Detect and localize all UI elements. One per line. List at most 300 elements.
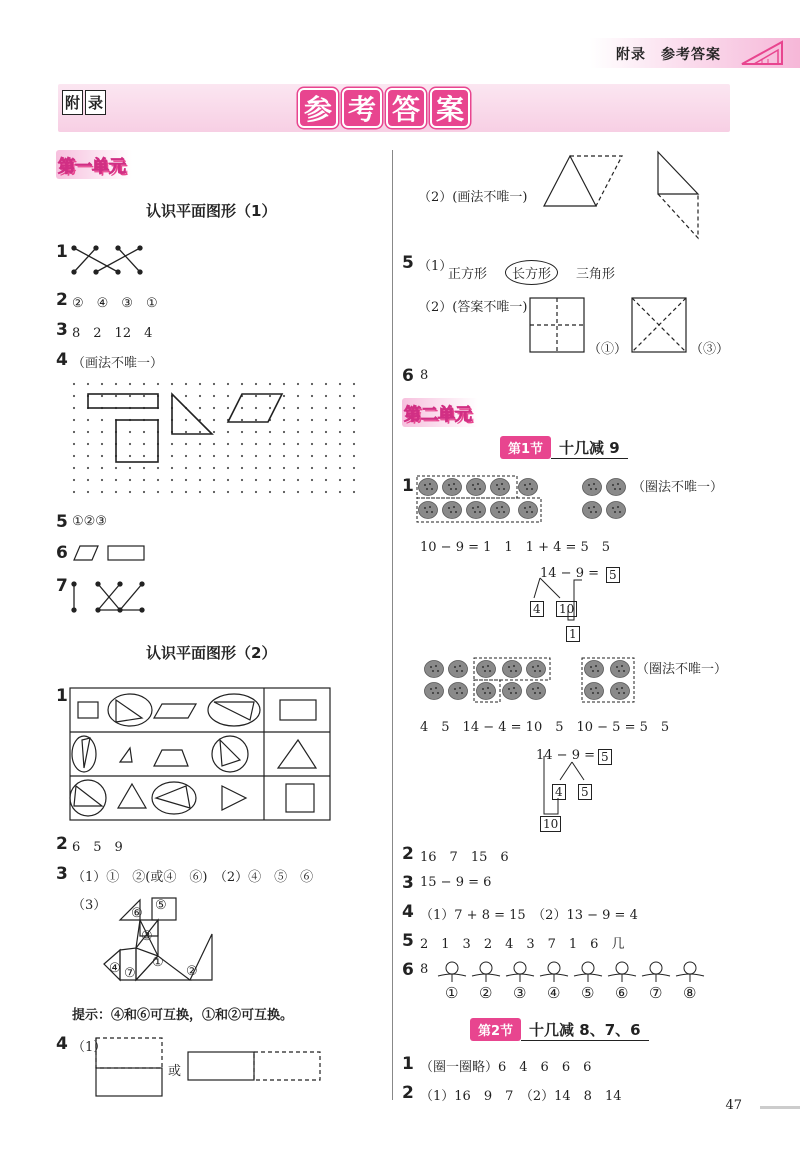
ruler-icon (738, 40, 798, 66)
q-number: 3 (56, 320, 68, 340)
grid-dot (101, 383, 103, 385)
grid-dot (269, 383, 271, 385)
grid-dot (115, 383, 117, 385)
grid-dot (157, 383, 159, 385)
grid-dot (255, 467, 257, 469)
grid-dot (143, 479, 145, 481)
answer-text: 8 (420, 368, 429, 383)
grid-dot (185, 491, 187, 493)
grid-dot (185, 431, 187, 433)
answer-text: 8 2 12 4 (72, 326, 153, 341)
grid-dot (87, 443, 89, 445)
grid-dot (297, 443, 299, 445)
section-name: 十几减 9 (551, 437, 628, 459)
grid-dot (283, 491, 285, 493)
grid-dot (129, 491, 131, 493)
grid-dot (227, 467, 229, 469)
q-number: 3 (56, 864, 68, 884)
grid-dot (199, 383, 201, 385)
grid-dot (101, 419, 103, 421)
grid-dot (283, 443, 285, 445)
answer-text: （圈一圈略）6 4 6 6 6 (420, 1060, 592, 1075)
q-number: 4 (56, 1034, 68, 1054)
q-number: 2 (56, 834, 68, 854)
title-char: 答 (386, 88, 426, 128)
title-char: 考 (342, 88, 382, 128)
q-number: 1 (402, 1054, 414, 1074)
grid-dot (339, 407, 341, 409)
answer-box: 5 (606, 567, 620, 583)
q-number: 4 (56, 350, 68, 370)
grid-dot (129, 395, 131, 397)
cookie-icon (611, 683, 630, 700)
tangram-label: ④ (109, 961, 121, 976)
bead-circle (446, 962, 458, 974)
grid-dot (311, 479, 313, 481)
cookie-icon (467, 502, 486, 519)
answer-box: 4 (530, 601, 544, 617)
hint-text: 提示：④和⑥可互换，①和②可互换。 (72, 1008, 294, 1023)
unit2-heading: 第二单元 (402, 398, 478, 427)
grid-dot (325, 419, 327, 421)
bead-label: ① (445, 984, 459, 1002)
grid-dot (199, 395, 201, 397)
grid-dot (171, 383, 173, 385)
grid-dot (101, 467, 103, 469)
grid-dot (325, 383, 327, 385)
grid-dot (213, 395, 215, 397)
grid-dot (73, 491, 75, 493)
grid-dot (325, 431, 327, 433)
grid-dot (353, 419, 355, 421)
answer-text: 15 − 9 = 6 (420, 875, 492, 890)
grid-dot (227, 395, 229, 397)
grid-dot (199, 479, 201, 481)
grid-dot (353, 479, 355, 481)
grid-dot (129, 383, 131, 385)
grid-dot (115, 491, 117, 493)
cookie-icon (449, 683, 468, 700)
matching-lines-figure (70, 244, 146, 276)
grid-dot (213, 467, 215, 469)
bead-circle (650, 962, 662, 974)
grid-dot (269, 491, 271, 493)
grid-dot (185, 395, 187, 397)
grid-dot (101, 443, 103, 445)
grid-dot (311, 467, 313, 469)
q-number: 6 (402, 366, 414, 386)
grid-dot (101, 395, 103, 397)
appendix-label (62, 90, 106, 115)
grid-dot (339, 443, 341, 445)
bead-circle (548, 962, 560, 974)
grid-dot (87, 479, 89, 481)
cookie-icon (425, 661, 444, 678)
grid-dot (213, 491, 215, 493)
section-2-tag (470, 1018, 649, 1041)
grid-dot (73, 431, 75, 433)
grid-dot (339, 479, 341, 481)
grid-dot (227, 431, 229, 433)
grid-dot (143, 395, 145, 397)
grid-dot (227, 479, 229, 481)
cookie-icon (607, 479, 626, 496)
grid-dot (87, 491, 89, 493)
or-text: 或 (168, 1064, 182, 1079)
grid-dot (353, 383, 355, 385)
cookie-icon (467, 479, 486, 496)
bead-link (540, 974, 568, 982)
grid-dot (255, 383, 257, 385)
tangram-label: ① (152, 955, 164, 970)
answer-text: ①②③ (72, 514, 107, 529)
grid-dot (241, 467, 243, 469)
tangram-label: ② (186, 964, 198, 979)
shapes-parallelogram-rectangle (72, 544, 152, 562)
grid-dot (353, 395, 355, 397)
grid-dot (157, 467, 159, 469)
bead-link (608, 974, 636, 982)
cookie-icon (503, 683, 522, 700)
grid-dot (339, 467, 341, 469)
cookie-icon (443, 479, 462, 496)
grid-dot (199, 455, 201, 457)
grid-dot (199, 407, 201, 409)
grid-dot (311, 395, 313, 397)
grid-dot (325, 479, 327, 481)
cookie-icon (611, 661, 630, 678)
answer-text: 2 1 3 2 4 3 7 1 6 几 (420, 937, 625, 952)
cookie-icon (477, 683, 496, 700)
grid-dot (353, 467, 355, 469)
grid-dot (185, 383, 187, 385)
grid-dot (87, 467, 89, 469)
answer-text: 8 (420, 962, 429, 977)
cookie-icon (419, 479, 438, 496)
cookie-icon (583, 479, 602, 496)
answer-text: （2）(画法不唯一) (418, 190, 528, 205)
grid-dot (255, 479, 257, 481)
grid-dot (87, 431, 89, 433)
grid-dot (297, 407, 299, 409)
grid-dot (255, 443, 257, 445)
grid-dot (339, 455, 341, 457)
cookie-icon (519, 479, 538, 496)
bead-label: ② (479, 984, 493, 1002)
grid-dot (325, 395, 327, 397)
grid-dot (353, 431, 355, 433)
grid-dot (283, 395, 285, 397)
grid-dot (311, 383, 313, 385)
grid-dot (353, 455, 355, 457)
triangle-parallelogram-figure (540, 150, 710, 242)
grid-dot (129, 467, 131, 469)
answer-text: 6 5 9 (72, 840, 123, 855)
grid-dot (143, 443, 145, 445)
section-badge: 第1节 (500, 436, 551, 459)
q-number: 3 (402, 873, 414, 893)
cookie-icon (527, 683, 546, 700)
grid-dot (311, 455, 313, 457)
grid-dot (101, 431, 103, 433)
bead-circle (684, 962, 696, 974)
header-bar (590, 38, 800, 68)
grid-dot (269, 431, 271, 433)
column-divider (392, 150, 393, 1100)
q-number: 1 (56, 686, 68, 706)
tangram-label: ⑦ (124, 966, 136, 981)
grid-dot (269, 455, 271, 457)
tree-expression: 14 − 9 = (536, 748, 595, 763)
grid-dot (353, 407, 355, 409)
q-number: 6 (402, 960, 414, 980)
grid-dot (339, 383, 341, 385)
cookie-grouping-figure-1 (416, 474, 636, 526)
grid-dot (73, 479, 75, 481)
grid-dot (115, 479, 117, 481)
grid-dot (297, 419, 299, 421)
grid-dot (325, 455, 327, 457)
grid-dot (241, 431, 243, 433)
shape-sorting-table (70, 688, 330, 820)
equation-text: 4 5 14 − 4 = 10 5 10 − 5 = 5 5 (420, 720, 670, 735)
grid-dot (185, 419, 187, 421)
grid-dot (311, 407, 313, 409)
grid-dot (255, 455, 257, 457)
q-number: 7 (56, 576, 68, 596)
grid-dot (227, 455, 229, 457)
grid-dot (185, 467, 187, 469)
q-number: 5 (56, 512, 68, 532)
grid-dot (213, 407, 215, 409)
answer-box: 5 (578, 784, 592, 800)
grid-dot (199, 467, 201, 469)
bead-link (574, 974, 602, 982)
grid-dot (199, 491, 201, 493)
tangram-label: ⑥ (131, 906, 143, 921)
note-text: （圈法不唯一） (632, 480, 724, 495)
grid-dot (213, 443, 215, 445)
grid-dot (185, 443, 187, 445)
grid-dot (255, 419, 257, 421)
bead-circle (616, 962, 628, 974)
q-number: 5 (402, 931, 414, 951)
bead-label: ⑧ (683, 984, 697, 1002)
grid-dot (143, 455, 145, 457)
appendix-char: 录 (85, 90, 106, 115)
bead-label: ⑤ (581, 984, 595, 1002)
grid-dot (143, 467, 145, 469)
cookie-grouping-figure-2 (424, 656, 644, 704)
cookie-icon (419, 502, 438, 519)
section-title-1: 认识平面图形（1） (146, 202, 277, 220)
answer-text: （1）7 + 8 = 15 （2）13 − 9 = 4 (420, 908, 638, 923)
grid-dot (339, 431, 341, 433)
grid-dot (269, 443, 271, 445)
answer-text: （1） (418, 259, 453, 274)
grid-dot (171, 443, 173, 445)
grid-dot (73, 467, 75, 469)
answer-box: 10 (540, 816, 561, 832)
bead-link (642, 974, 670, 982)
cookie-icon (585, 683, 604, 700)
grid-dot (73, 383, 75, 385)
grid-dot (353, 491, 355, 493)
grid-dot (269, 467, 271, 469)
grid-dot (185, 479, 187, 481)
grid-dot (241, 479, 243, 481)
grid-dot (143, 431, 145, 433)
tree-expression: 14 − 9 = (540, 566, 599, 581)
grid-dot (283, 407, 285, 409)
grid-dot (115, 467, 117, 469)
answer-text: ② ④ ③ ① (72, 296, 158, 311)
answer-box: 4 (552, 784, 566, 800)
equation-text: 10 − 9 = 1 1 1 + 4 = 5 5 (420, 540, 611, 555)
grid-dot (157, 491, 159, 493)
note-text: （圈法不唯一） (636, 662, 728, 677)
grid-dot (73, 419, 75, 421)
grid-dot (269, 395, 271, 397)
section-title-2: 认识平面图形（2） (146, 644, 277, 662)
grid-dot (241, 491, 243, 493)
bead-label: ⑦ (649, 984, 663, 1002)
answer-text: （3） (72, 898, 107, 913)
grid-dot (269, 407, 271, 409)
appendix-char: 附 (62, 90, 83, 115)
shape-options (448, 263, 615, 285)
grid-dot (241, 419, 243, 421)
cookie-icon (503, 661, 522, 678)
option-square: 正方形 (448, 267, 488, 282)
option-rectangle-circled: 长方形 (505, 260, 558, 285)
grid-dot (241, 443, 243, 445)
cookie-icon (425, 683, 444, 700)
grid-dot (73, 455, 75, 457)
grid-dot (227, 491, 229, 493)
grid-dot (339, 395, 341, 397)
grid-dot (297, 467, 299, 469)
answer-text: （画法不唯一） (72, 356, 164, 371)
grid-dot (325, 467, 327, 469)
bead-link (472, 974, 500, 982)
q-number: 4 (402, 902, 414, 922)
q-number: 1 (402, 476, 414, 496)
answer-box: 5 (598, 749, 612, 765)
grid-dot (325, 407, 327, 409)
cookie-icon (607, 502, 626, 519)
header-title: 附录 参考答案 (616, 46, 721, 62)
bead-circle (480, 962, 492, 974)
section-badge: 第2节 (470, 1018, 521, 1041)
grid-dot (339, 419, 341, 421)
bead-circle (582, 962, 594, 974)
q-number: 5 (402, 253, 414, 273)
grid-dot (199, 443, 201, 445)
answer-box: 1 (566, 626, 580, 642)
grid-dot (87, 455, 89, 457)
grid-dot (129, 479, 131, 481)
grid-dot (129, 455, 131, 457)
grid-dot (73, 407, 75, 409)
grid-dot (353, 443, 355, 445)
grid-dot (213, 383, 215, 385)
grid-dot (241, 383, 243, 385)
grid-dot (87, 383, 89, 385)
grid-dot (297, 491, 299, 493)
grid-dot (171, 455, 173, 457)
grid-dot (283, 431, 285, 433)
grid-dot (297, 479, 299, 481)
cookie-icon (449, 661, 468, 678)
grid-dot (101, 479, 103, 481)
grid-dot (325, 443, 327, 445)
cookie-icon (583, 502, 602, 519)
bead-link (438, 974, 466, 982)
bead-label: ③ (513, 984, 527, 1002)
grid-dot (311, 491, 313, 493)
answer-text: （1） (72, 1040, 107, 1055)
grid-dot (283, 419, 285, 421)
grid-dot (255, 431, 257, 433)
dot-grid-figure (72, 382, 372, 498)
grid-dot (283, 383, 285, 385)
cookie-icon (443, 502, 462, 519)
grid-dot (129, 431, 131, 433)
answer-text: （1）① ②(或④ ⑥) （2）④ ⑤ ⑥ (72, 870, 314, 885)
grid-dot (297, 395, 299, 397)
grid-dot (227, 383, 229, 385)
rectangle-cut-figure (96, 1034, 326, 1098)
grid-dot (241, 407, 243, 409)
cookie-icon (491, 479, 510, 496)
grid-dot (143, 383, 145, 385)
section-1-tag (500, 436, 628, 459)
grid-dot (311, 443, 313, 445)
grid-dot (129, 443, 131, 445)
grid-dot (143, 491, 145, 493)
grid-dot (339, 491, 341, 493)
grid-dot (115, 395, 117, 397)
tangram-label: ③ (141, 929, 153, 944)
page-number: 47 (725, 1098, 742, 1113)
answer-text: 16 7 15 6 (420, 850, 509, 865)
option-triangle: 三角形 (576, 267, 616, 282)
bead-link (506, 974, 534, 982)
q-number: 2 (56, 290, 68, 310)
grid-dot (325, 491, 327, 493)
grid-dot (87, 419, 89, 421)
footer-rule (760, 1106, 800, 1109)
section-name: 十几减 8、7、6 (521, 1019, 649, 1041)
bead-label: ④ (547, 984, 561, 1002)
grid-dot (311, 419, 313, 421)
grid-dot (297, 431, 299, 433)
q-number: 1 (56, 242, 68, 262)
cookie-icon (491, 502, 510, 519)
grid-dot (283, 467, 285, 469)
q-number: 2 (402, 844, 414, 864)
grid-dot (171, 491, 173, 493)
grid-dot (227, 407, 229, 409)
answer-text: （1）16 9 7 （2）14 8 14 (420, 1089, 622, 1104)
q-number: 6 (56, 543, 68, 563)
answer-text: （①） (588, 342, 628, 357)
grid-dot (255, 395, 257, 397)
grid-dot (213, 479, 215, 481)
grid-dot (269, 479, 271, 481)
answer-text: （③） (690, 342, 730, 357)
